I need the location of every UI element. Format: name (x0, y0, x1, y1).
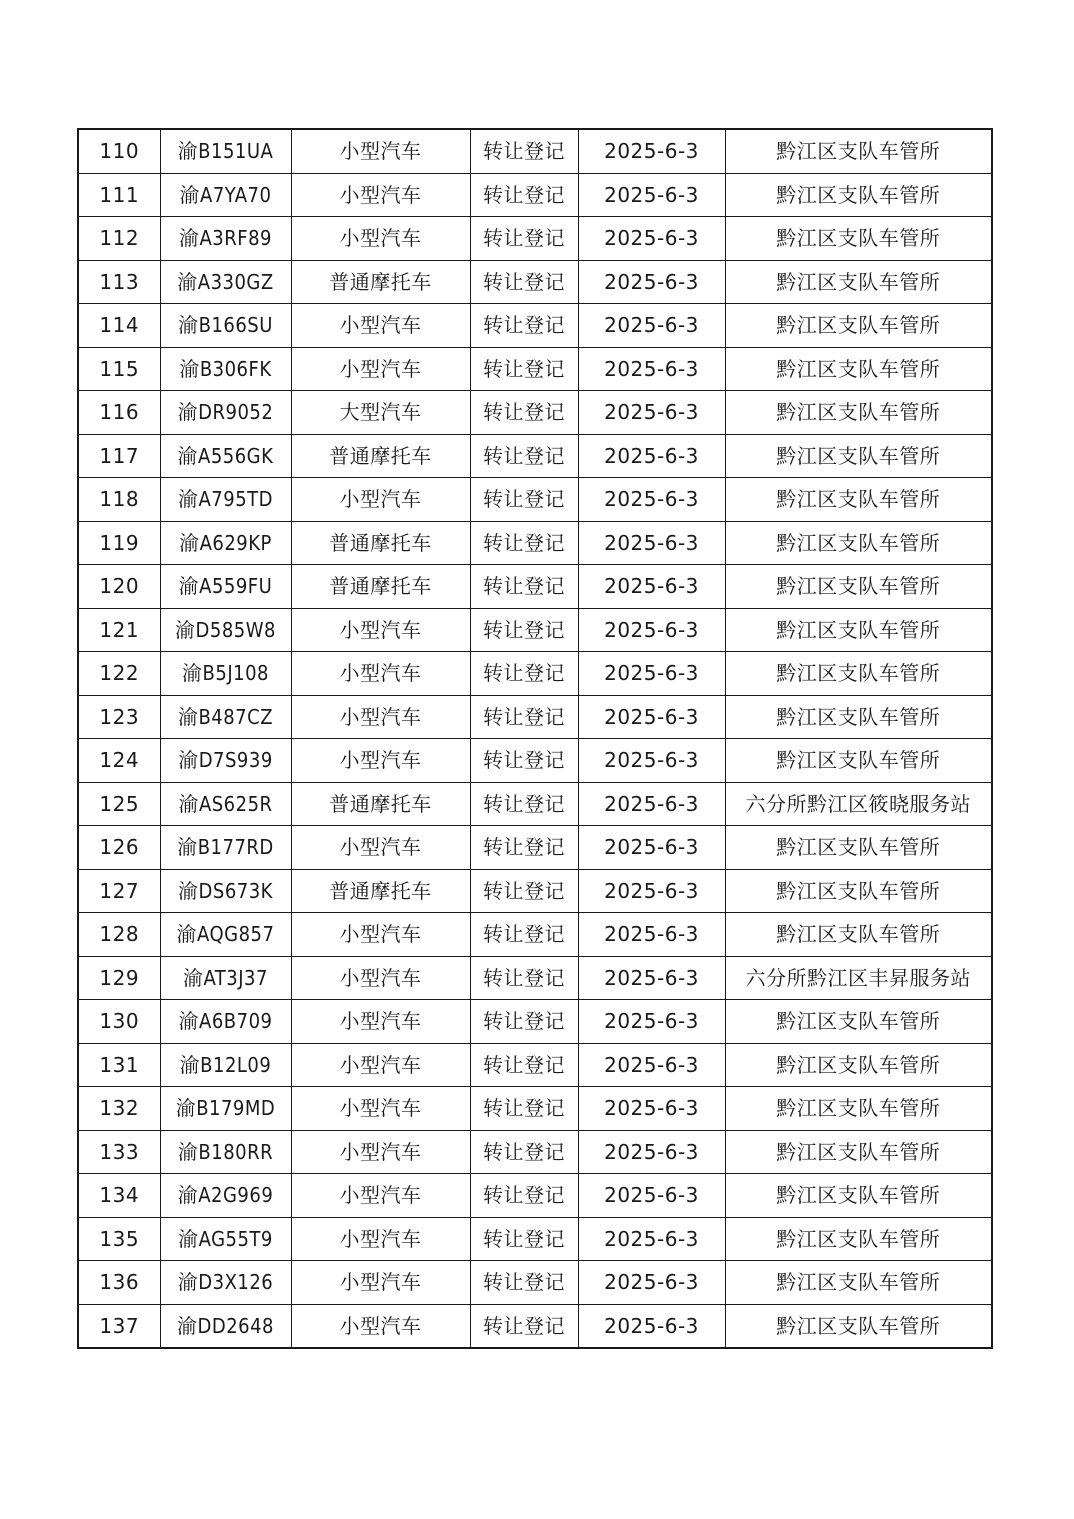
table-row (78, 521, 992, 565)
row-number-cell: 114 (78, 304, 160, 348)
office-cell: 黔江区支队车管所 (725, 1261, 992, 1305)
business-type-cell: 转让登记 (470, 434, 578, 478)
table-body (78, 129, 992, 1348)
business-type-cell: 转让登记 (470, 478, 578, 522)
row-number-cell: 125 (78, 782, 160, 826)
row-number-cell: 110 (78, 129, 160, 173)
table-row (78, 1087, 992, 1131)
vehicle-type-cell: 小型汽车 (291, 1043, 470, 1087)
plate-number-cell: 渝D7S939 (160, 739, 291, 783)
row-number-cell: 130 (78, 1000, 160, 1044)
plate-number-cell: 渝B487CZ (160, 695, 291, 739)
office-cell: 黔江区支队车管所 (725, 434, 992, 478)
vehicle-type-cell: 普通摩托车 (291, 434, 470, 478)
table-row (78, 173, 992, 217)
office-cell: 黔江区支队车管所 (725, 1000, 992, 1044)
business-type-cell: 转让登记 (470, 1217, 578, 1261)
table-row (78, 956, 992, 1000)
vehicle-type-cell: 小型汽车 (291, 739, 470, 783)
office-cell: 黔江区支队车管所 (725, 347, 992, 391)
vehicle-type-cell: 小型汽车 (291, 173, 470, 217)
office-cell: 黔江区支队车管所 (725, 304, 992, 348)
vehicle-type-cell: 小型汽车 (291, 826, 470, 870)
row-number-cell: 123 (78, 695, 160, 739)
plate-number-cell: 渝A559FU (160, 565, 291, 609)
plate-number-cell: 渝A330GZ (160, 260, 291, 304)
office-cell: 黔江区支队车管所 (725, 173, 992, 217)
plate-number-cell: 渝AQG857 (160, 913, 291, 957)
office-cell: 黔江区支队车管所 (725, 826, 992, 870)
date-cell: 2025-6-3 (578, 608, 725, 652)
date-cell: 2025-6-3 (578, 304, 725, 348)
date-cell: 2025-6-3 (578, 869, 725, 913)
date-cell: 2025-6-3 (578, 129, 725, 173)
date-cell: 2025-6-3 (578, 1000, 725, 1044)
row-number-cell: 128 (78, 913, 160, 957)
plate-number-cell: 渝DR9052 (160, 391, 291, 435)
table-row (78, 391, 992, 435)
vehicle-type-cell: 小型汽车 (291, 478, 470, 522)
table-row (78, 565, 992, 609)
office-cell: 黔江区支队车管所 (725, 608, 992, 652)
office-cell: 黔江区支队车管所 (725, 1174, 992, 1218)
vehicle-type-cell: 小型汽车 (291, 1217, 470, 1261)
plate-number-cell: 渝B12L09 (160, 1043, 291, 1087)
row-number-cell: 112 (78, 217, 160, 261)
date-cell: 2025-6-3 (578, 739, 725, 783)
vehicle-type-cell: 小型汽车 (291, 1174, 470, 1218)
vehicle-type-cell: 小型汽车 (291, 1000, 470, 1044)
row-number-cell: 116 (78, 391, 160, 435)
business-type-cell: 转让登记 (470, 1087, 578, 1131)
table-row (78, 347, 992, 391)
date-cell: 2025-6-3 (578, 478, 725, 522)
business-type-cell: 转让登记 (470, 695, 578, 739)
business-type-cell: 转让登记 (470, 1261, 578, 1305)
date-cell: 2025-6-3 (578, 173, 725, 217)
office-cell: 黔江区支队车管所 (725, 260, 992, 304)
row-number-cell: 135 (78, 1217, 160, 1261)
vehicle-type-cell: 小型汽车 (291, 129, 470, 173)
table-row (78, 478, 992, 522)
row-number-cell: 113 (78, 260, 160, 304)
vehicle-type-cell: 小型汽车 (291, 913, 470, 957)
business-type-cell: 转让登记 (470, 391, 578, 435)
vehicle-type-cell: 普通摩托车 (291, 521, 470, 565)
date-cell: 2025-6-3 (578, 391, 725, 435)
business-type-cell: 转让登记 (470, 217, 578, 261)
business-type-cell: 转让登记 (470, 1174, 578, 1218)
plate-number-cell: 渝B177RD (160, 826, 291, 870)
table-row (78, 1000, 992, 1044)
vehicle-type-cell: 小型汽车 (291, 695, 470, 739)
business-type-cell: 转让登记 (470, 129, 578, 173)
office-cell: 黔江区支队车管所 (725, 1304, 992, 1348)
row-number-cell: 132 (78, 1087, 160, 1131)
row-number-cell: 119 (78, 521, 160, 565)
row-number-cell: 126 (78, 826, 160, 870)
plate-number-cell: 渝AG55T9 (160, 1217, 291, 1261)
date-cell: 2025-6-3 (578, 1043, 725, 1087)
date-cell: 2025-6-3 (578, 434, 725, 478)
plate-number-cell: 渝AS625R (160, 782, 291, 826)
date-cell: 2025-6-3 (578, 1261, 725, 1305)
table-row (78, 608, 992, 652)
row-number-cell: 117 (78, 434, 160, 478)
table-row (78, 782, 992, 826)
date-cell: 2025-6-3 (578, 217, 725, 261)
table-row (78, 129, 992, 173)
plate-number-cell: 渝B5J108 (160, 652, 291, 696)
date-cell: 2025-6-3 (578, 1304, 725, 1348)
vehicle-type-cell: 小型汽车 (291, 1261, 470, 1305)
business-type-cell: 转让登记 (470, 565, 578, 609)
business-type-cell: 转让登记 (470, 652, 578, 696)
business-type-cell: 转让登记 (470, 347, 578, 391)
row-number-cell: 122 (78, 652, 160, 696)
vehicle-type-cell: 普通摩托车 (291, 260, 470, 304)
date-cell: 2025-6-3 (578, 1130, 725, 1174)
plate-number-cell: 渝B179MD (160, 1087, 291, 1131)
table-row (78, 1043, 992, 1087)
table-row (78, 1130, 992, 1174)
table-row (78, 217, 992, 261)
row-number-cell: 131 (78, 1043, 160, 1087)
office-cell: 黔江区支队车管所 (725, 652, 992, 696)
plate-number-cell: 渝B151UA (160, 129, 291, 173)
table-row (78, 652, 992, 696)
row-number-cell: 129 (78, 956, 160, 1000)
table-row (78, 260, 992, 304)
date-cell: 2025-6-3 (578, 260, 725, 304)
table-row (78, 739, 992, 783)
plate-number-cell: 渝DS673K (160, 869, 291, 913)
row-number-cell: 124 (78, 739, 160, 783)
plate-number-cell: 渝A556GK (160, 434, 291, 478)
business-type-cell: 转让登记 (470, 913, 578, 957)
table-row (78, 304, 992, 348)
row-number-cell: 111 (78, 173, 160, 217)
vehicle-type-cell: 小型汽车 (291, 1304, 470, 1348)
office-cell: 黔江区支队车管所 (725, 913, 992, 957)
date-cell: 2025-6-3 (578, 347, 725, 391)
business-type-cell: 转让登记 (470, 1130, 578, 1174)
office-cell: 黔江区支队车管所 (725, 1130, 992, 1174)
vehicle-type-cell: 普通摩托车 (291, 565, 470, 609)
office-cell: 黔江区支队车管所 (725, 565, 992, 609)
date-cell: 2025-6-3 (578, 826, 725, 870)
plate-number-cell: 渝D3X126 (160, 1261, 291, 1305)
office-cell: 黔江区支队车管所 (725, 217, 992, 261)
date-cell: 2025-6-3 (578, 652, 725, 696)
date-cell: 2025-6-3 (578, 956, 725, 1000)
row-number-cell: 120 (78, 565, 160, 609)
table-row (78, 1174, 992, 1218)
office-cell: 六分所黔江区丰昇服务站 (725, 956, 992, 1000)
office-cell: 黔江区支队车管所 (725, 521, 992, 565)
business-type-cell: 转让登记 (470, 826, 578, 870)
business-type-cell: 转让登记 (470, 782, 578, 826)
row-number-cell: 137 (78, 1304, 160, 1348)
vehicle-type-cell: 大型汽车 (291, 391, 470, 435)
plate-number-cell: 渝A795TD (160, 478, 291, 522)
business-type-cell: 转让登记 (470, 1043, 578, 1087)
plate-number-cell: 渝A629KP (160, 521, 291, 565)
row-number-cell: 115 (78, 347, 160, 391)
plate-number-cell: 渝D585W8 (160, 608, 291, 652)
row-number-cell: 134 (78, 1174, 160, 1218)
date-cell: 2025-6-3 (578, 1087, 725, 1131)
business-type-cell: 转让登记 (470, 521, 578, 565)
vehicle-type-cell: 普通摩托车 (291, 782, 470, 826)
plate-number-cell: 渝A3RF89 (160, 217, 291, 261)
table-row (78, 869, 992, 913)
business-type-cell: 转让登记 (470, 260, 578, 304)
row-number-cell: 121 (78, 608, 160, 652)
office-cell: 黔江区支队车管所 (725, 391, 992, 435)
vehicle-type-cell: 小型汽车 (291, 956, 470, 1000)
office-cell: 六分所黔江区筱晓服务站 (725, 782, 992, 826)
table-row (78, 826, 992, 870)
row-number-cell: 118 (78, 478, 160, 522)
date-cell: 2025-6-3 (578, 1217, 725, 1261)
plate-number-cell: 渝AT3J37 (160, 956, 291, 1000)
date-cell: 2025-6-3 (578, 521, 725, 565)
row-number-cell: 133 (78, 1130, 160, 1174)
business-type-cell: 转让登记 (470, 1304, 578, 1348)
business-type-cell: 转让登记 (470, 956, 578, 1000)
vehicle-type-cell: 小型汽车 (291, 652, 470, 696)
table-row (78, 695, 992, 739)
vehicle-type-cell: 小型汽车 (291, 1130, 470, 1174)
plate-number-cell: 渝A7YA70 (160, 173, 291, 217)
business-type-cell: 转让登记 (470, 304, 578, 348)
table-row (78, 434, 992, 478)
business-type-cell: 转让登记 (470, 173, 578, 217)
office-cell: 黔江区支队车管所 (725, 478, 992, 522)
plate-number-cell: 渝B306FK (160, 347, 291, 391)
plate-number-cell: 渝A2G969 (160, 1174, 291, 1218)
office-cell: 黔江区支队车管所 (725, 1087, 992, 1131)
vehicle-type-cell: 小型汽车 (291, 304, 470, 348)
office-cell: 黔江区支队车管所 (725, 739, 992, 783)
office-cell: 黔江区支队车管所 (725, 869, 992, 913)
date-cell: 2025-6-3 (578, 1174, 725, 1218)
business-type-cell: 转让登记 (470, 869, 578, 913)
date-cell: 2025-6-3 (578, 913, 725, 957)
office-cell: 黔江区支队车管所 (725, 1217, 992, 1261)
plate-number-cell: 渝A6B709 (160, 1000, 291, 1044)
table-row (78, 1261, 992, 1305)
table-row (78, 1217, 992, 1261)
row-number-cell: 136 (78, 1261, 160, 1305)
vehicle-type-cell: 小型汽车 (291, 347, 470, 391)
office-cell: 黔江区支队车管所 (725, 129, 992, 173)
plate-number-cell: 渝DD2648 (160, 1304, 291, 1348)
table-row (78, 913, 992, 957)
plate-number-cell: 渝B180RR (160, 1130, 291, 1174)
business-type-cell: 转让登记 (470, 739, 578, 783)
date-cell: 2025-6-3 (578, 565, 725, 609)
business-type-cell: 转让登记 (470, 1000, 578, 1044)
vehicle-type-cell: 小型汽车 (291, 1087, 470, 1131)
vehicle-type-cell: 小型汽车 (291, 217, 470, 261)
plate-number-cell: 渝B166SU (160, 304, 291, 348)
office-cell: 黔江区支队车管所 (725, 1043, 992, 1087)
office-cell: 黔江区支队车管所 (725, 695, 992, 739)
date-cell: 2025-6-3 (578, 695, 725, 739)
vehicle-type-cell: 普通摩托车 (291, 869, 470, 913)
vehicle-type-cell: 小型汽车 (291, 608, 470, 652)
table-row (78, 1304, 992, 1348)
business-type-cell: 转让登记 (470, 608, 578, 652)
date-cell: 2025-6-3 (578, 782, 725, 826)
vehicle-transfer-table (77, 128, 993, 1349)
row-number-cell: 127 (78, 869, 160, 913)
